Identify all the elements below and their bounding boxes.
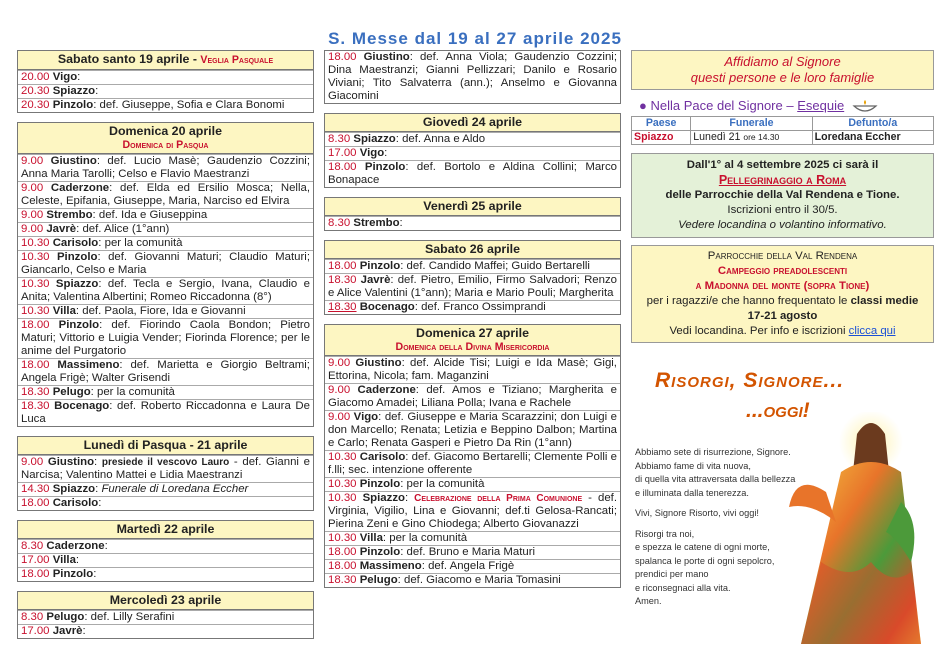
schedule-column-1 xyxy=(17,50,314,648)
mass-place: Pinzolo xyxy=(359,546,401,558)
camp-line-4b: classi medie xyxy=(850,294,919,307)
mass-row: 8.30 Strembo: xyxy=(325,216,620,230)
mass-time: 20.30 xyxy=(21,99,50,111)
mass-place: Pinzolo xyxy=(58,319,100,331)
col-paese: Paese xyxy=(632,116,691,130)
camp-line-4 xyxy=(634,294,931,309)
mass-intentions: def. Fiorindo Caola Bondon; Pietro Maturi; Vittorio e Luigia Vender; Fiorinda Florence; per le anime del Purgatorio xyxy=(21,319,310,357)
day-title: Domenica 20 aprile xyxy=(109,124,222,138)
day-title: Giovedì 24 aprile xyxy=(422,115,523,129)
poem-line: Amen. xyxy=(635,596,662,606)
pell-line-4: Iscrizioni entro il 30/5. xyxy=(727,203,838,216)
poem-line: Vivi, Signore Risorto, vivi oggi! xyxy=(635,508,759,518)
mass-time: 10.30 xyxy=(21,237,50,249)
mass-note: presiede il vescovo Lauro xyxy=(101,457,230,468)
mass-row: 9.00 Giustino: def. Lucio Masè; Gaudenzio Cozzini; Anna Maria Tarolli; Celso e Flavio Maestranzi xyxy=(18,154,313,181)
mass-place: Vigo xyxy=(353,411,379,423)
mass-intentions: def. Lucio Masè; Gaudenzio Cozzini; Anna Maria Tarolli; Celso e Flavio Maestranzi xyxy=(21,155,310,180)
mass-intentions: def. Amos e Tiziano; Margherita e Giacomo Amadei; Liliana Polla; Ivana e Rachele xyxy=(328,384,617,409)
mass-place: Spiazzo xyxy=(362,492,405,504)
funeral-table xyxy=(631,116,934,145)
poem-line: spalanca le porte di ogni sepolcro, xyxy=(635,555,775,566)
day-header xyxy=(18,521,313,539)
mass-time: 18.00 xyxy=(328,161,357,173)
pace-label: Nella Pace del Signore xyxy=(650,98,783,113)
mass-place: Carisolo xyxy=(359,451,406,463)
mass-row: 9.00 Javrè: def. Alice (1°ann) xyxy=(18,222,313,236)
mass-intentions: def. Lilly Serafini xyxy=(90,611,175,623)
day-box xyxy=(17,591,314,639)
mass-intentions: def. Pietro, Emilio, Firmo Salvadori; Renzo e Alice Valentini (1°ann); Maria e Mario Pouli; Margherita xyxy=(328,274,617,299)
mass-place: Pelugo xyxy=(46,611,85,623)
mass-intentions: per la comunità xyxy=(406,478,485,490)
mass-time: 18.30 xyxy=(328,274,357,286)
mass-row: 18.30 Bocenago: def. Roberto Riccadonna e Laura De Luca xyxy=(18,399,313,426)
mass-intentions: def. Franco Ossimprandi xyxy=(421,301,546,313)
mass-time: 10.30 xyxy=(328,478,357,490)
mass-note: Funerale di Loredana Eccher xyxy=(101,483,249,495)
mass-time: 9.00 xyxy=(21,209,44,221)
mass-intentions: per la comunità xyxy=(104,237,183,249)
mass-place: Carisolo xyxy=(52,237,99,249)
mass-row: 18.00 Pinzolo: xyxy=(18,567,313,581)
mass-place: Caderzone xyxy=(50,182,110,194)
banner-title-2: ...oggi! xyxy=(746,399,810,422)
esequie-label: Esequie xyxy=(797,98,845,113)
mass-place: Massimeno xyxy=(359,560,422,572)
mass-row: 17.00 Villa: xyxy=(18,553,313,567)
day-title: Martedì 22 aprile xyxy=(116,522,215,536)
mass-place: Giustino xyxy=(363,51,410,63)
mass-row: 17.00 Vigo: xyxy=(325,146,620,160)
mass-row: 8.30 Spiazzo: def. Anna e Aldo xyxy=(325,132,620,146)
day-header xyxy=(325,325,620,356)
mass-place: Villa xyxy=(52,554,76,566)
mass-place: Pinzolo xyxy=(52,99,94,111)
funerale-date: Lunedì 21 xyxy=(693,130,741,143)
day-box xyxy=(17,50,314,113)
mass-row: 10.30 Carisolo: def. Giacomo Bertarelli; Clemente Polli e f.lli; sec. intenzione offerente xyxy=(325,450,620,477)
mass-row: 18.00 Massimeno: def. Marietta e Giorgio Beltrami; Angela Frigè; Walter Grisendi xyxy=(18,358,313,385)
day-subtitle: Domenica della Divina Misericordia xyxy=(395,341,550,353)
poem-line: di quella vita attraversata dalla bellezza xyxy=(635,474,796,484)
mass-place: Bocenago xyxy=(359,301,415,313)
mass-intentions: def. Anna e Aldo xyxy=(402,133,486,145)
mass-time: 18.00 xyxy=(328,51,357,63)
mass-time: 20.00 xyxy=(21,71,50,83)
mass-intentions: def. Roberto Riccadonna e Laura De Luca xyxy=(21,400,310,425)
mass-place: Giustino xyxy=(47,456,95,468)
mass-row: 14.30 Spiazzo: Funerale di Loredana Eccher xyxy=(18,482,313,496)
mass-place: Pinzolo xyxy=(359,478,401,490)
mass-row: 10.30 Spiazzo: Celebrazione della Prima Comunione - def. Virginia, Vigilio, Lina e Giovanni; def.ti Gelosa-Rancati; Pierina Zeni e Gino Chiodega; Alberto Giovanazzi xyxy=(325,491,620,531)
mass-row: 18.00 Pinzolo: def. Bruno e Maria Maturi xyxy=(325,545,620,559)
camp-line-6 xyxy=(634,324,931,339)
mass-intentions: def. Tecla e Sergio, Ivana, Claudio e Anita; Valentina Albertini; Romeo Riccadonna (8°) xyxy=(21,278,310,303)
camp-line-2: Campeggio preadolescenti xyxy=(717,264,848,277)
mass-row: 10.30 Villa: per la comunità xyxy=(325,531,620,545)
day-header xyxy=(18,123,313,154)
mass-row: 18.30 Pelugo: def. Giacomo e Maria Tomasini xyxy=(325,573,620,587)
mass-time: 18.30 xyxy=(328,301,357,313)
mass-row: 20.00 Vigo: xyxy=(18,70,313,84)
mass-place: Carisolo xyxy=(52,497,99,509)
mass-row: 9.00 Strembo: def. Ida e Giuseppina xyxy=(18,208,313,222)
mass-time: 17.00 xyxy=(21,625,50,637)
cell-funerale xyxy=(691,130,812,144)
mass-intentions: def. Giacomo Bertarelli; Clemente Polli e f.lli; sec. intenzione offerente xyxy=(328,451,617,476)
schedule-column-2 xyxy=(324,50,621,597)
day-box xyxy=(324,50,621,104)
day-box xyxy=(324,197,621,231)
mass-time: 10.30 xyxy=(328,451,357,463)
mass-intentions: def. Bortolo e Aldina Collini; Marco Bonapace xyxy=(328,161,617,186)
mass-place: Massimeno xyxy=(57,359,120,371)
day-header xyxy=(18,437,313,455)
affidiamo-line-1: Affidiamo al Signore xyxy=(724,54,841,69)
mass-intentions: def. Marietta e Giorgio Beltrami; Angela Frigè; Walter Grisendi xyxy=(21,359,310,384)
poem-line: e riconsegnaci alla vita. xyxy=(635,582,731,593)
mass-place: Bocenago xyxy=(54,400,110,412)
mass-place: Javrè xyxy=(46,223,77,235)
mass-row: 10.30 Carisolo: per la comunità xyxy=(18,236,313,250)
banner-poem xyxy=(635,446,815,609)
day-header xyxy=(325,114,620,132)
mass-intentions: def. Giuseppe e Maria Scarazzini; don Luigi e don Marcello; Renata; Letizia e Beppino Dalbon; Martina e Carlo; Renata Gasperi e Pietro Da Rin (1°ann) xyxy=(328,411,617,449)
mass-intentions: def. Candido Maffei; Guido Bertarelli xyxy=(406,260,590,272)
day-subtitle: Veglia Pasquale xyxy=(200,54,274,66)
mass-time: 10.30 xyxy=(21,251,50,263)
day-box xyxy=(17,436,314,511)
mass-place: Giustino xyxy=(50,155,97,167)
mass-row: 9.00 Caderzone: def. Amos e Tiziano; Margherita e Giacomo Amadei; Liliana Polla; Ivana e Rachele xyxy=(325,383,620,410)
col-funerale: Funerale xyxy=(691,116,812,130)
mass-place: Caderzone xyxy=(357,384,416,396)
day-box xyxy=(324,324,621,588)
mass-intentions: def. Giuseppe, Sofia e Clara Bonomi xyxy=(99,99,285,111)
mass-time: 10.30 xyxy=(21,278,50,290)
day-title: Mercoledì 23 aprile xyxy=(109,593,222,607)
mass-time: 10.30 xyxy=(328,492,357,504)
pace-heading xyxy=(631,96,934,116)
mass-time: 18.00 xyxy=(21,359,50,371)
banner-title-1: Risorgi, Signore... xyxy=(655,369,845,392)
mass-time: 9.00 xyxy=(21,223,44,235)
mass-time: 10.30 xyxy=(328,532,357,544)
mass-place: Pinzolo xyxy=(364,161,406,173)
day-subtitle: Domenica di Pasqua xyxy=(122,139,209,151)
mass-intentions: def. Anna Viola; Gaudenzio Cozzini; Dina Maestranzi; Gianni Pellizzari; Danilo e Rosario Viviani; Tito Salvaterra (ann.); Anselmo e Giovanna Giacomini xyxy=(328,51,617,102)
day-header: Sabato santo 19 aprile - Veglia Pasquale xyxy=(18,51,313,70)
mass-time: 8.30 xyxy=(328,217,351,229)
poem-line: Risorgi tra noi, xyxy=(635,528,695,539)
pace-separator: – xyxy=(786,98,794,113)
day-header xyxy=(325,198,620,216)
camp-line-1: Parrocchie della Val Rendena xyxy=(707,249,858,262)
pell-line-2: Pellegrinaggio a Roma xyxy=(718,172,847,187)
iscrizioni-link[interactable]: clicca qui xyxy=(848,324,896,337)
poem-line: Abbiamo fame di vita nuova, xyxy=(635,460,751,471)
mass-time: 18.00 xyxy=(21,319,50,331)
day-title: Sabato santo 19 aprile xyxy=(57,52,190,66)
day-box xyxy=(17,122,314,427)
mass-place: Spiazzo xyxy=(52,85,96,97)
mass-place: Pinzolo xyxy=(359,260,401,272)
mass-intentions: def. Angela Frigè xyxy=(428,560,515,572)
day-header xyxy=(18,592,313,610)
mass-row: 10.30 Spiazzo: def. Tecla e Sergio, Ivana, Claudio e Anita; Valentina Albertini; Romeo Riccadonna (8°) xyxy=(18,277,313,304)
mass-row: 8.30 Caderzone: xyxy=(18,539,313,553)
mass-time: 9.00 xyxy=(328,384,351,396)
day-title: Lunedì di Pasqua - 21 aprile xyxy=(83,438,248,452)
sidebar xyxy=(631,50,934,343)
mass-time: 18.00 xyxy=(328,546,357,558)
mass-time: 14.30 xyxy=(21,483,50,495)
mass-time: 18.00 xyxy=(328,260,357,272)
mass-row: 18.00 Pinzolo: def. Candido Maffei; Guido Bertarelli xyxy=(325,259,620,273)
poem-line: prendici per mano xyxy=(635,569,709,579)
risorgi-banner xyxy=(631,364,934,644)
mass-row: 9.00 Giustino: def. Alcide Tisi; Luigi e Ida Masè; Gigi, Ettorina, Nicola; fam. Maganzini xyxy=(325,356,620,383)
mass-time: 8.30 xyxy=(21,611,44,623)
mass-place: Spiazzo xyxy=(55,278,99,290)
poem-line: e illuminata dalla tenerezza. xyxy=(635,487,749,498)
mass-intentions: def. Giovanni Maturi; Claudio Maturi; Giancarlo, Celso e Maria xyxy=(21,251,310,276)
camp-line-4a: per i ragazzi/e che hanno frequentato le xyxy=(646,294,848,307)
mass-row: 18.00 Giustino: def. Anna Viola; Gaudenzio Cozzini; Dina Maestranzi; Gianni Pellizzari; Danilo e Rosario Viviani; Tito Salvaterra (ann.); Anselmo e Giovanna Giacomini xyxy=(328,51,617,102)
mass-time: 9.00 xyxy=(328,411,351,423)
mass-time: 8.30 xyxy=(21,540,44,552)
table-row xyxy=(632,130,934,144)
mass-intentions: per la comunità xyxy=(97,386,175,398)
mass-place: Villa xyxy=(359,532,383,544)
mass-time: 8.30 xyxy=(328,133,351,145)
mass-place: Vigo xyxy=(52,71,78,83)
mass-row: 18.30 Bocenago: def. Franco Ossimprandi xyxy=(325,300,620,314)
mass-time: 17.00 xyxy=(21,554,50,566)
mass-time: 9.00 xyxy=(21,456,44,468)
mass-intentions: def. Bruno e Maria Maturi xyxy=(406,546,536,558)
mass-place: Javrè xyxy=(52,625,83,637)
mass-row: 18.30 Pelugo: per la comunità xyxy=(18,385,313,399)
mass-row: 18.00 Massimeno: def. Angela Frigè xyxy=(325,559,620,573)
mass-time: 18.30 xyxy=(21,386,50,398)
funerale-time: ore 14.30 xyxy=(743,131,780,142)
cell-defunto: Loredana Eccher xyxy=(812,130,933,144)
poem-line xyxy=(635,500,815,507)
camp-info: Vedi locandina. Per info e iscrizioni xyxy=(669,324,846,337)
page-title: S. Messe dal 19 al 27 aprile 2025 xyxy=(328,29,622,48)
mass-row: 18.00 Carisolo: xyxy=(18,496,313,510)
mass-place: Villa xyxy=(52,305,76,317)
day-box xyxy=(324,240,621,315)
affidiamo-box xyxy=(631,50,934,90)
camp-line-5: 17-21 agosto xyxy=(747,309,818,322)
mass-time: 9.00 xyxy=(328,357,351,369)
mass-time: 17.00 xyxy=(328,147,357,159)
mass-row: 20.30 Pinzolo: def. Giuseppe, Sofia e Clara Bonomi xyxy=(18,98,313,112)
pell-line-1: Dall'1° al 4 settembre 2025 ci sarà il xyxy=(686,158,879,171)
mass-time: 18.00 xyxy=(328,560,357,572)
mass-place: Caderzone xyxy=(46,540,105,552)
poem-line xyxy=(635,521,815,528)
mass-place: Spiazzo xyxy=(52,483,96,495)
mass-row: 10.30 Villa: def. Paola, Fiore, Ida e Giovanni xyxy=(18,304,313,318)
mass-place: Spiazzo xyxy=(353,133,396,145)
mass-place: Pelugo xyxy=(359,574,398,586)
mass-row: 20.30 Spiazzo: xyxy=(18,84,313,98)
mass-row: 18.30 Javrè: def. Pietro, Emilio, Firmo Salvadori; Renzo e Alice Valentini (1°ann); Maria e Mario Pouli; Margherita xyxy=(325,273,620,300)
mass-time: 18.30 xyxy=(21,400,50,412)
cell-paese: Spiazzo xyxy=(632,130,691,144)
mass-row: 17.00 Javrè: xyxy=(18,624,313,638)
mass-intentions: def. Alcide Tisi; Luigi e Ida Masè; Gigi, Ettorina, Nicola; fam. Maganzini xyxy=(328,357,617,382)
mass-time: 10.30 xyxy=(21,305,50,317)
mass-row: 9.00 Caderzone: def. Elda ed Ersilio Mosca; Nella, Celeste, Epifania, Giuseppe, Maria, Narciso ed Elvira xyxy=(18,181,313,208)
mass-place: Pinzolo xyxy=(52,568,94,580)
day-title: Domenica 27 aprile xyxy=(416,326,529,340)
mass-intentions: def. Giacomo e Maria Tomasini xyxy=(404,574,561,586)
mass-note: Celebrazione della Prima Comunione xyxy=(414,493,583,504)
bullet-icon: ● xyxy=(639,98,647,113)
poem-line: Abbiamo sete di risurrezione, Signore. xyxy=(635,447,791,457)
day-header xyxy=(325,241,620,259)
mass-time: 9.00 xyxy=(21,155,44,167)
mass-row: 8.30 Pelugo: def. Lilly Serafini xyxy=(18,610,313,624)
mass-intentions: def. Alice (1°ann) xyxy=(82,223,170,235)
mass-row: 9.00 Vigo: def. Giuseppe e Maria Scarazzini; don Luigi e don Marcello; Renata; Letizia e Beppino Dalbon; Martina e Carlo; Renata Gasperi e Pietro Da Rin (1°ann) xyxy=(325,410,620,450)
mass-place: Javrè xyxy=(360,274,391,286)
affidiamo-line-2: questi persone e le loro famiglie xyxy=(690,70,875,85)
mass-time: 18.00 xyxy=(21,497,50,509)
mass-intentions: per la comunità xyxy=(389,532,468,544)
mass-time: 9.00 xyxy=(21,182,44,194)
mass-place: Pelugo xyxy=(52,386,91,398)
mass-row: 18.00 Pinzolo: def. Bortolo e Aldina Collini; Marco Bonapace xyxy=(325,160,620,187)
camp-line-3: a Madonna del monte (sopra Tione) xyxy=(695,279,870,292)
pell-line-3: delle Parrocchie della Val Rendena e Tione. xyxy=(665,188,900,201)
pellegrinaggio-box xyxy=(631,153,934,238)
day-title: Venerdì 25 aprile xyxy=(423,199,522,213)
pell-line-5: Vedere locandina o volantino informativo. xyxy=(678,218,887,231)
mass-place: Pinzolo xyxy=(56,251,98,263)
poem-line: e spezza le catene di ogni morte, xyxy=(635,542,770,552)
mass-intentions: def. Paola, Fiore, Ida e Giovanni xyxy=(82,305,246,317)
mass-time: 18.00 xyxy=(21,568,50,580)
oil-lamp-icon xyxy=(852,100,878,114)
mass-row: 18.00 Pinzolo: def. Fiorindo Caola Bondon; Pietro Maturi; Vittorio e Luigia Vender; Fiorinda Florence; per le anime del Purgatorio xyxy=(18,318,313,358)
mass-time: 18.30 xyxy=(328,574,357,586)
day-title: Sabato 26 aprile xyxy=(424,242,521,256)
mass-intentions: - def. Virginia, Vigilio, Lina e Giovanni; def.ti Gelosa-Rancati; Pierina Zeni e Gino Chiodega; Alberto Giovanazzi xyxy=(328,492,617,530)
col-defunto: Defunto/a xyxy=(812,116,933,130)
mass-intentions: def. Elda ed Ersilio Mosca; Nella, Celeste, Epifania, Giuseppe, Maria, Narciso ed Elvira xyxy=(21,182,310,207)
mass-place: Giustino xyxy=(355,357,402,369)
day-box xyxy=(324,113,621,188)
mass-intentions: - def. Gianni e Narcisa; Valentino Mattei e Lidia Maestranzi xyxy=(21,456,310,481)
mass-row: 10.30 Pinzolo: def. Giovanni Maturi; Claudio Maturi; Giancarlo, Celso e Maria xyxy=(18,250,313,277)
day-box xyxy=(17,520,314,582)
mass-time: 20.30 xyxy=(21,85,50,97)
mass-row: 9.00 Giustino: presiede il vescovo Lauro - def. Gianni e Narcisa; Valentino Mattei e Lidia Maestranzi xyxy=(18,455,313,482)
campeggio-box xyxy=(631,245,934,343)
mass-place: Strembo xyxy=(353,217,400,229)
mass-place: Vigo xyxy=(359,147,385,159)
mass-intentions: def. Ida e Giuseppina xyxy=(98,209,208,221)
mass-place: Strembo xyxy=(46,209,93,221)
mass-row: 10.30 Pinzolo: per la comunità xyxy=(325,477,620,491)
